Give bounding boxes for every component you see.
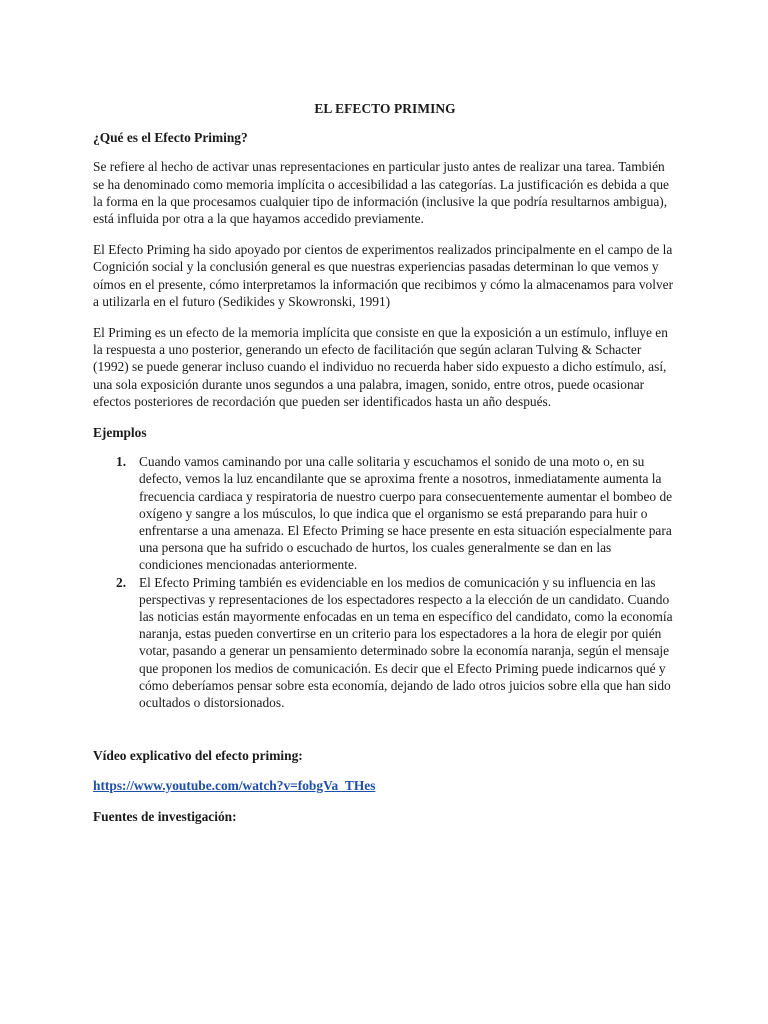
video-link[interactable]: https://www.youtube.com/watch?v=fobgVa_THes <box>93 777 376 793</box>
video-heading: Vídeo explicativo del efecto priming: <box>93 748 303 764</box>
list-item-text: El Efecto Priming también es evidenciable en los medios de comunicación y su influencia en las perspectivas y representaciones de los espectadores respecto a la elección de un candidato. Cuando las noticias están mayormente enfocadas en un tema en específico del candidato, como la economía naranja, estas pueden convertirse en un criterio para los espectadores a la hora de elegir por quién votar, pasando a generar un pensamiento determinado sobre la economía naranja, según el mensaje que proponen los medios de comunicación. Es decir que el Efecto Priming puede indicarnos qué y cómo deberíamos pensar sobre esta economía, dejando de lado otros juicios sobre ella que han sido ocultados o distorsionados. <box>139 574 673 711</box>
list-item-number: 1. <box>116 454 127 470</box>
examples-heading: Ejemplos <box>93 425 147 441</box>
document-title: EL EFECTO PRIMING <box>314 101 456 116</box>
examples-list <box>93 453 677 711</box>
list-item-text: Cuando vamos caminando por una calle solitaria y escuchamos el sonido de una moto o, en su defecto, vemos la luz encandilante que se aproxima frente a nosotros, inmediatamente aumenta la frecuencia cardiaca y respiratoria de nuestro cuerpo para consecuentemente aumentar el bombeo de oxígeno y sangre a los músculos, lo que indica que el organismo se está preparando para huir o enfrentarse a una amenaza. El Efecto Priming se hace presente en esta situación especialmente para una persona que ha sufrido o escuchado de hurtos, los cuales generalmente se dan en las condiciones mencionadas anteriormente. <box>139 454 673 573</box>
sources-heading: Fuentes de investigación: <box>93 808 237 824</box>
paragraph-research: El Efecto Priming ha sido apoyado por cientos de experimentos realizados principalmente en el campo de la Cognición social y la conclusión general es que nuestras experiencias pasadas determinan lo que vemos y oímos en el presente, cómo interpretamos la información que recibimos y cómo la almacenamos para volver a utilizarla en el futuro (Sedikides y Skowronski, 1991) <box>93 242 674 309</box>
paragraph-implicit-memory: El Priming es un efecto de la memoria implícita que consiste en que la exposición a un estímulo, influye en la respuesta a uno posterior, generando un efecto de facilitación que según aclaran Tulving & Schacter (1992) se puede generar incluso cuando el individuo no recuerda haber sido expuesto a dicho estímulo, así, una sola exposición durante unos segundos a una palabra, imagen, sonido, entre otros, puede ocasionar efectos posteriores de recordación que pueden ser identificados hasta un año después. <box>93 325 668 409</box>
document-body <box>93 100 677 837</box>
list-item <box>93 574 677 712</box>
list-item-number: 2. <box>116 574 127 590</box>
list-item <box>93 453 677 573</box>
paragraph-definition: Se refiere al hecho de activar unas representaciones en particular justo antes de realizar una tarea. También se ha denominado como memoria implícita o accesibilidad a las categorías. La justificación es debida a que la forma en la que procesamos cualquier tipo de información (inclusive la que podría resultarnos ambigua), está influida por otra a la que hayamos accedido previamente. <box>93 159 669 227</box>
question-heading: ¿Qué es el Efecto Priming? <box>93 130 248 146</box>
